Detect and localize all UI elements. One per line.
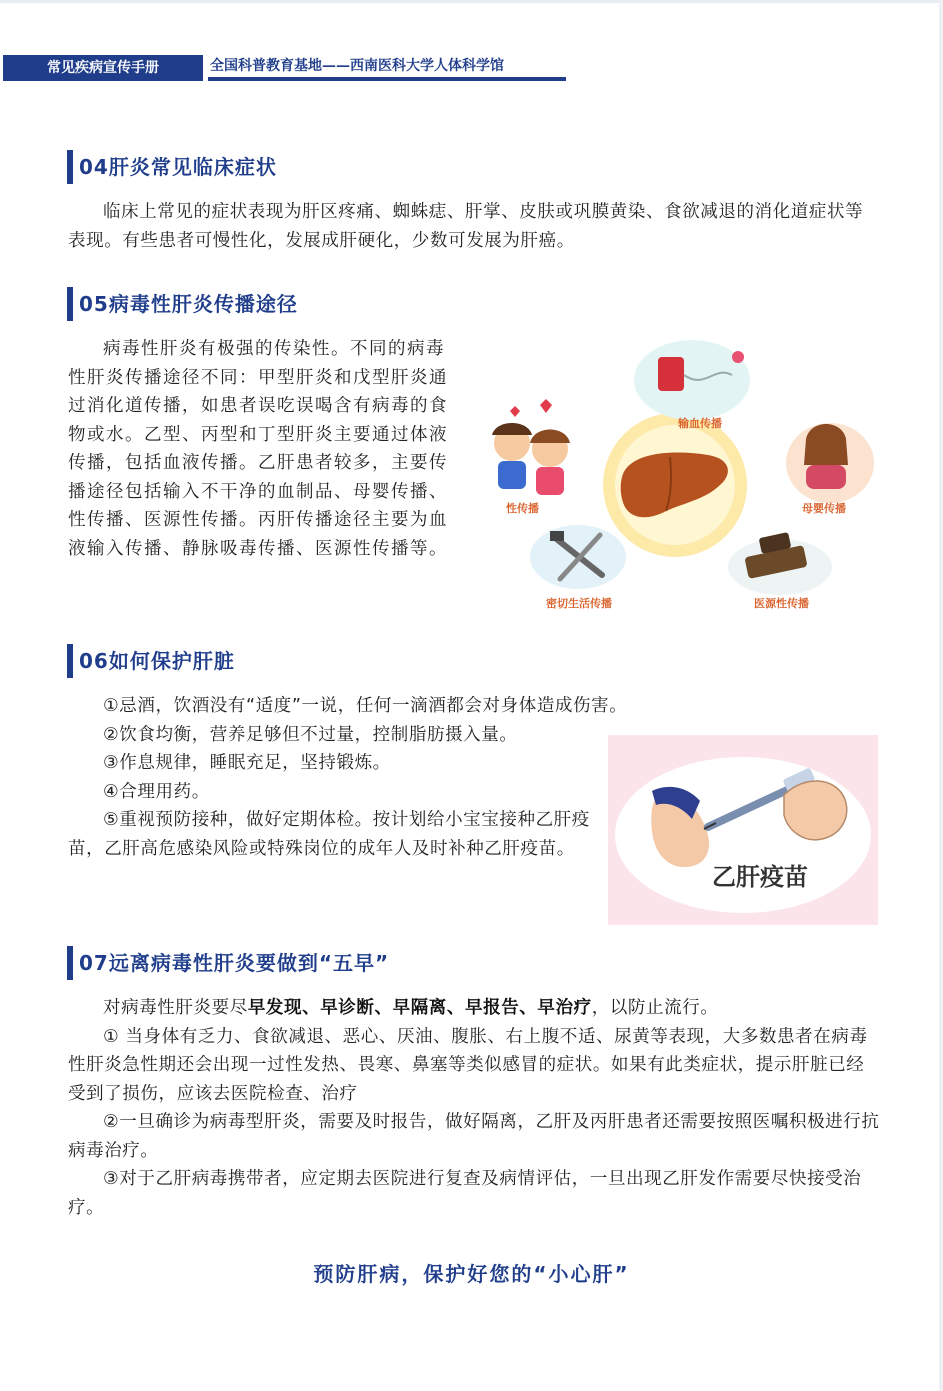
closing-slogan: 预防肝病，保护好您的“小心肝” bbox=[313, 1262, 630, 1286]
label-blood: 输血传播 bbox=[678, 417, 722, 430]
hepatitis-b-vaccine-illustration bbox=[608, 735, 878, 925]
intro-text-bold: 早发现、早诊断、早隔离、早报告、早治疗 bbox=[247, 998, 592, 1018]
mother-baby-icon bbox=[786, 423, 874, 503]
liver-tip-4: ④合理用药。 bbox=[103, 781, 210, 802]
liver-tip-2: ②饮食均衡，营养足够但不过量，控制脂肪摄入量。 bbox=[103, 724, 518, 745]
handbook-title: 常见疾病宣传手册 bbox=[3, 55, 203, 81]
label-sex: 性传播 bbox=[506, 502, 539, 515]
label-mother: 母婴传播 bbox=[802, 502, 846, 515]
institution-title: 全国科普教育基地——西南医科大学人体科学馆 bbox=[208, 55, 566, 81]
vaccine-label: 乙肝疫苗 bbox=[712, 863, 808, 891]
right-edge bbox=[939, 0, 943, 1391]
section-05-title: 05病毒性肝炎传播途径 bbox=[67, 287, 298, 321]
five-early-item-3: ③对于乙肝病毒携带者，应定期去医院进行复查及病情评估，一旦出现乙肝发作需要尽快接受治疗。 bbox=[68, 1169, 862, 1218]
section-07-title: 07远离病毒性肝炎要做到“五早” bbox=[67, 946, 389, 980]
liver-tip-5: ⑤重视预防接种，做好定期体检。按计划给小宝宝接种乙肝疫苗，乙肝高危感染风险或特殊岗位的成年人及时补种乙肝疫苗。 bbox=[68, 810, 590, 859]
five-early-item-2: ②一旦确诊为病毒型肝炎，需要及时报告，做好隔离，乙肝及丙肝患者还需要按照医嘱积极进行抗病毒治疗。 bbox=[68, 1112, 880, 1161]
section-04-paragraph: 临床上常见的症状表现为肝区疼痛、蜘蛛痣、肝掌、皮肤或巩膜黄染、食欲减退的消化道症状等表现。有些患者可慢性化，发展成肝硬化，少数可发展为肝癌。 bbox=[68, 202, 864, 251]
section-05-body bbox=[68, 335, 456, 563]
section-07-body bbox=[68, 994, 880, 1222]
section-05-paragraph: 病毒性肝炎有极强的传染性。不同的病毒性肝炎传播途径不同：甲型肝炎和戊型肝炎通过消化道传播，如患者误吃误喝含有病毒的食物或水。乙型、丙型和丁型肝炎主要通过体液传播，包括血液传播。乙肝患者较多，主要传播途径包括输入不干净的血制品、母婴传播、性传播、医源性传播。丙肝传播途径主要为血液输入传播、静脉吸毒传播、医源性传播等。 bbox=[68, 339, 448, 559]
razor-toothbrush-icon bbox=[530, 525, 626, 589]
hand-icon bbox=[784, 781, 847, 840]
section-06-body bbox=[68, 692, 628, 863]
top-edge bbox=[0, 0, 943, 3]
label-tools: 密切生活传播 bbox=[546, 597, 612, 610]
blood-bag-icon bbox=[634, 340, 750, 420]
intro-text-pre: 对病毒性肝炎要尽 bbox=[103, 998, 248, 1018]
transmission-routes-illustration bbox=[470, 335, 880, 623]
five-early-item-1: ① 当身体有乏力、食欲减退、恶心、厌油、腹胀、右上腹不适、尿黄等表现，大多数患者在病毒性肝炎急性期还会出现一过性发热、畏寒、鼻塞等类似感冒的症状。如果有此类症状，提示肝脏已经受到了损伤，应该去医院检查、治疗 bbox=[68, 1026, 868, 1104]
liver-tip-3: ③作息规律，睡眠充足，坚持锻炼。 bbox=[103, 753, 391, 773]
section-04-title: 04肝炎常见临床症状 bbox=[67, 150, 277, 184]
liver-tip-1: ①忌酒，饮酒没有“适度”一说，任何一滴酒都会对身体造成伤害。 bbox=[103, 696, 628, 716]
label-medical: 医源性传播 bbox=[754, 597, 809, 610]
five-early-intro bbox=[68, 994, 880, 1023]
section-06-title: 06如何保护肝脏 bbox=[67, 644, 235, 678]
intro-text-post: ，以防止流行。 bbox=[591, 998, 719, 1018]
section-04-body bbox=[68, 198, 880, 255]
page-header bbox=[0, 55, 943, 81]
